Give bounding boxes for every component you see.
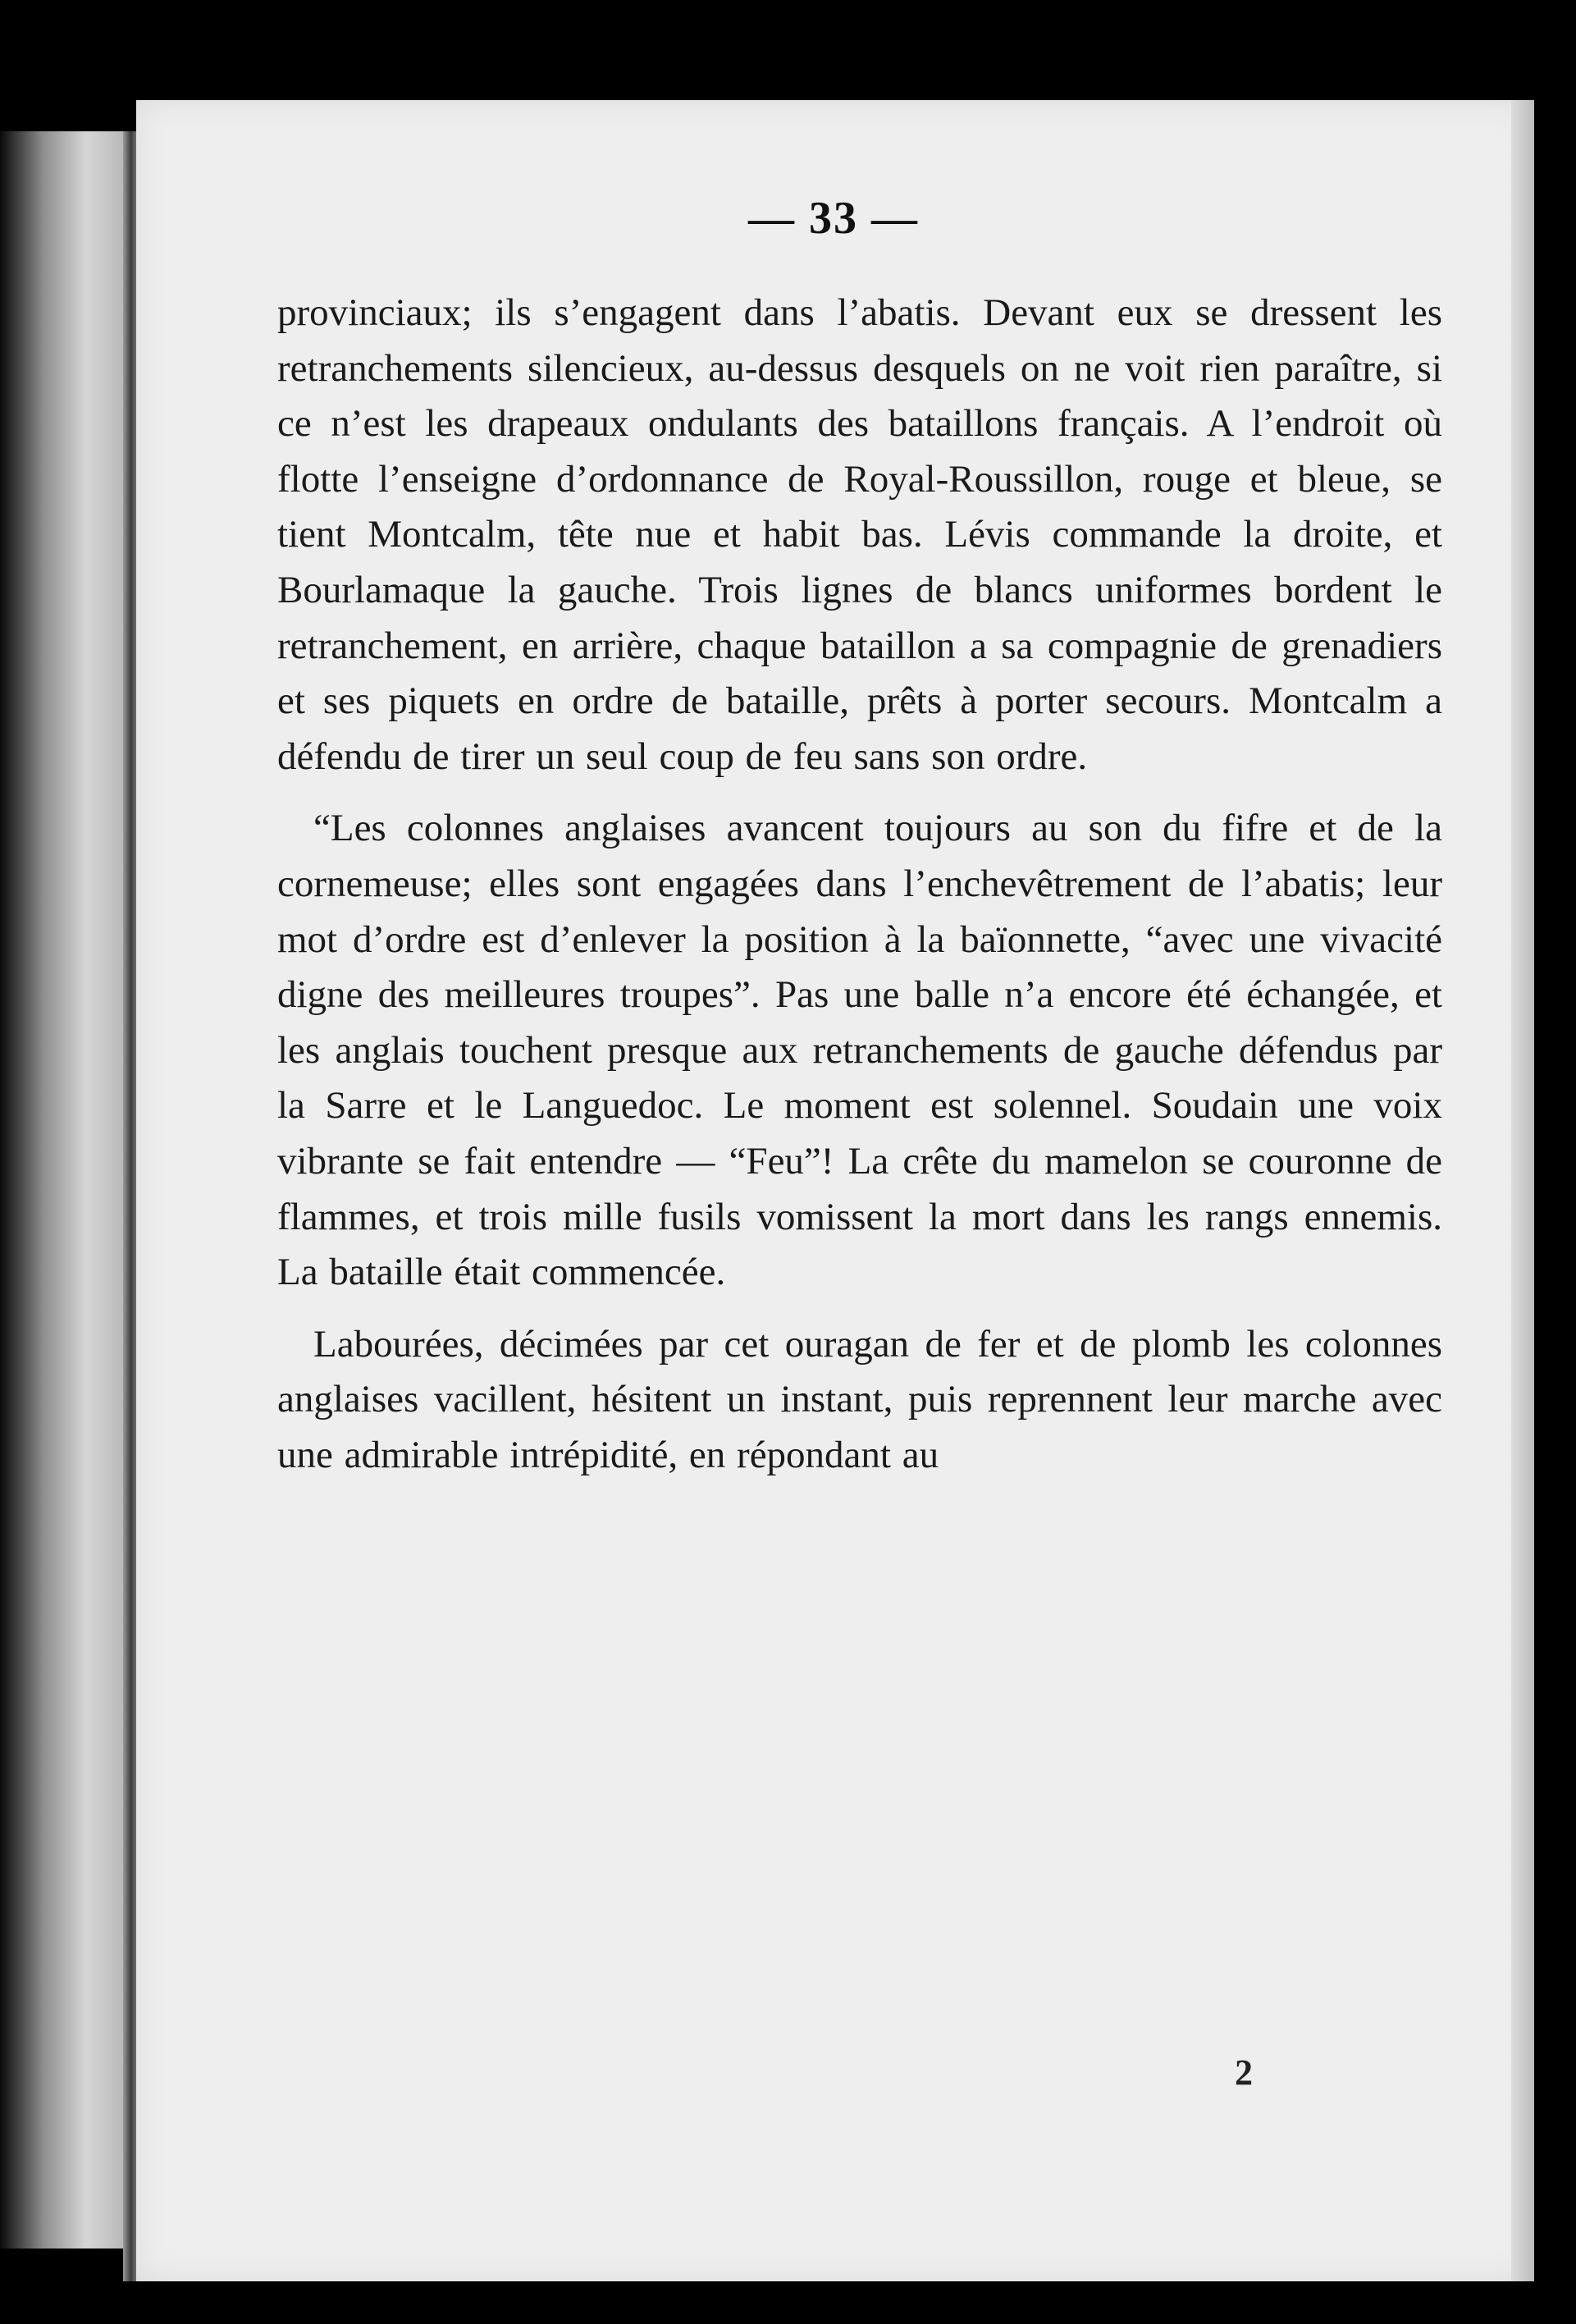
book-spine [123, 131, 136, 2281]
page-number: — 33 — [748, 193, 919, 244]
paragraph-3: Labourées, décimées par cet ouragan de fer et de plomb les colonnes anglaises vacillent, hésitent un instant, puis reprennent leur marche avec une admirable intrépidité, en répondant au [277, 1322, 1442, 1476]
book-page [136, 100, 1531, 2281]
page-right-edge [1511, 100, 1534, 2281]
page-text [277, 286, 1442, 1483]
paragraph-1: provinciaux; ils s’engagent dans l’abatis. Devant eux se dressent les retranchements silencieux, au-dessus desquels on ne voit rien paraître, si ce n’est les drapeaux ondulants des bataillons français. A l’endroit où flotte l’enseigne d’ordonnance de Royal-Roussillon, rouge et bleue, se tient Montcalm, tête nue et habit bas. Lévis commande la droite, et Bourlamaque la gauche. Trois lignes de blancs uniformes bordent le retranchement, en arrière, chaque bataillon a sa compagnie de grenadiers et ses piquets en ordre de bataille, prêts à porter secours. Montcalm a défendu de tirer un seul coup de feu sans son ordre. [277, 291, 1442, 778]
signature-mark: 2 [1235, 2052, 1253, 2093]
paragraph-2: “Les colonnes anglaises avancent toujours au son du fifre et de la cornemeuse; elles sont engagées dans l’enchevêtrement de l’abatis; leur mot d’ordre est d’enlever la position à la baïonnette, “avec une vivacité digne des meilleures troupes”. Pas une balle n’a encore été échangée, et les anglais touchent presque aux retranchements de gauche défendus par la Sarre et le Languedoc. Le moment est solennel. Soudain une voix vibrante se fait entendre — “Feu”! La crête du mamelon se couronne de flammes, et trois mille fusils vomissent la mort dans les rangs ennemis. La bataille était commencée. [277, 807, 1442, 1294]
left-page-edge [0, 131, 123, 2249]
